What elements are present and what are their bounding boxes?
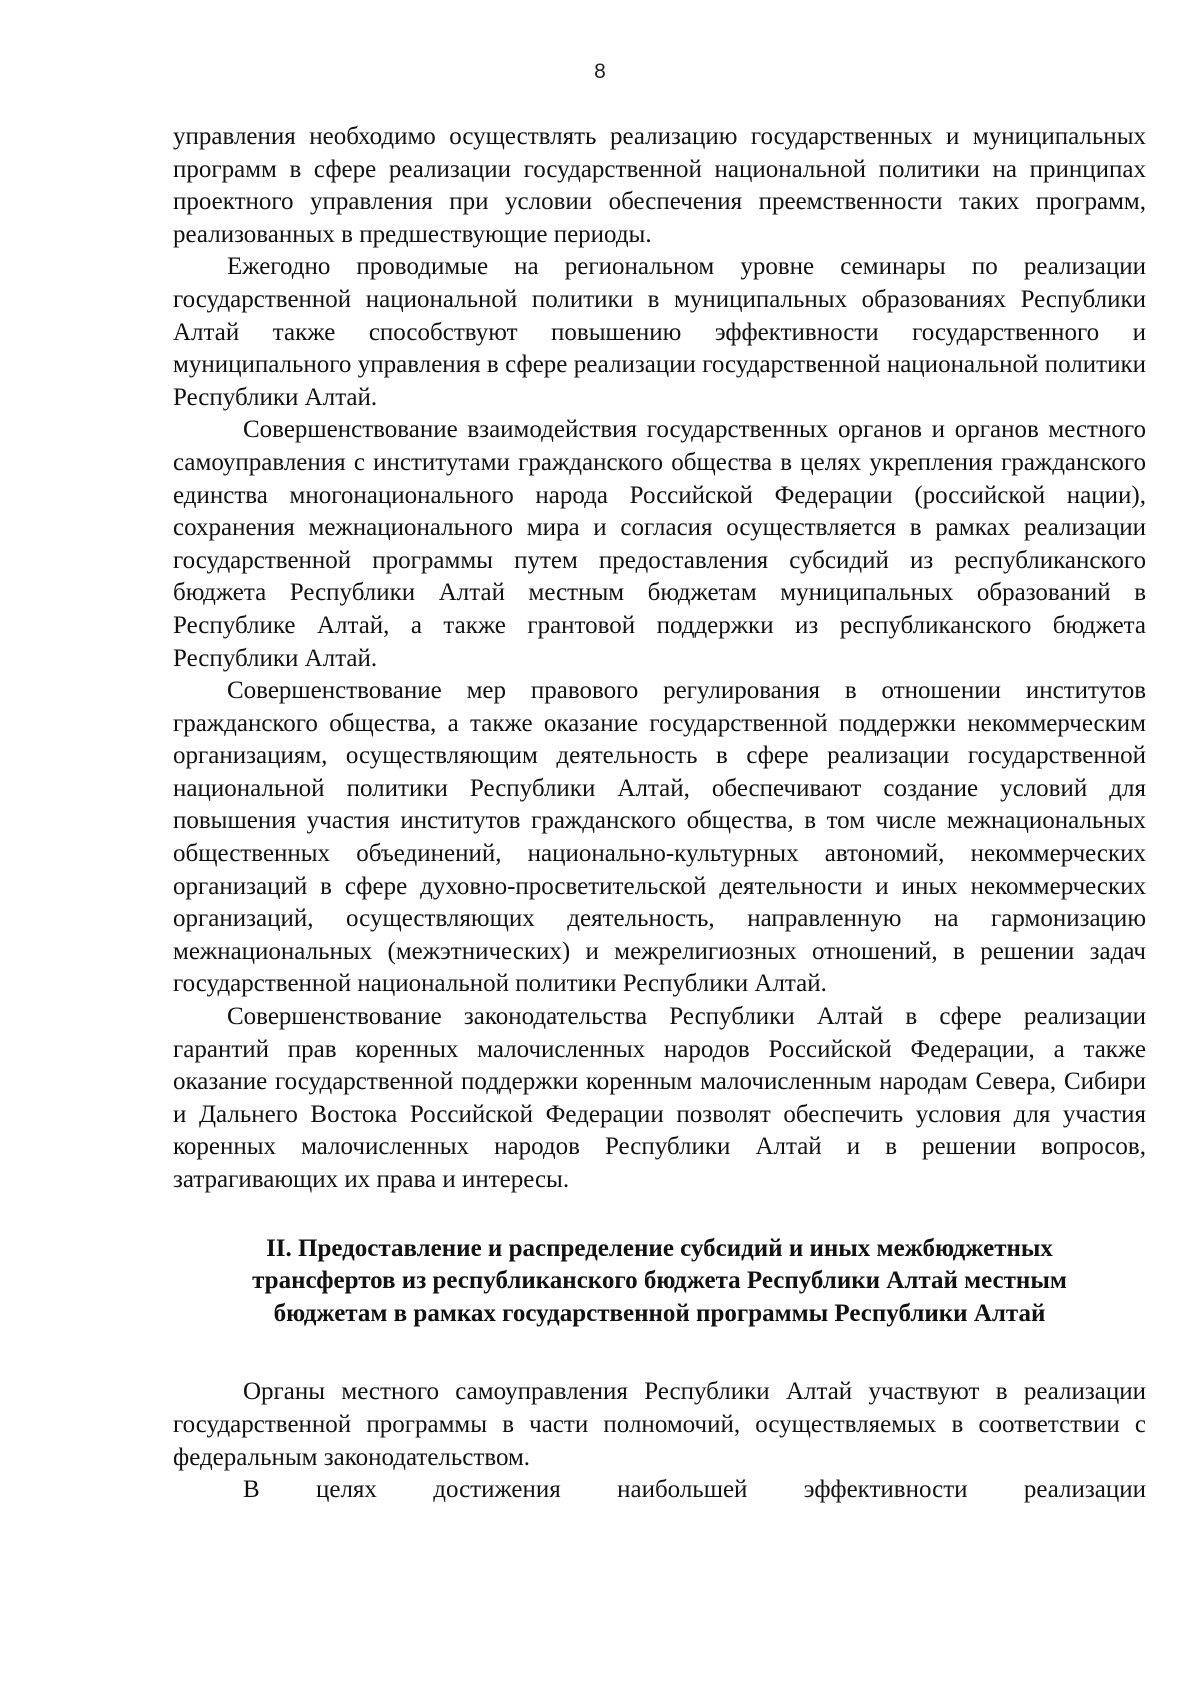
page-number: 8: [594, 60, 606, 83]
paragraph-indigenous-peoples: Совершенствование законодательства Республики Алтай в сфере реализации гарантий прав коренных малочисленных народов Российской Федерации, а также оказание государственной поддержки коренным малочисленным народам Севера, Сибири и Дальнего Востока Российской Федерации позволят обеспечить условия для участия коренных малочисленных народов Республики Алтай и в решении вопросов, затрагивающих их права и интересы.: [173, 1003, 1146, 1193]
paragraph-continuation: управления необходимо осуществлять реализацию государственных и муниципальных программ в сфере реализации государственной национальной политики на принципах проектного управления при условии обеспечения преемственности таких программ, реализованных в предшествующие периоды.: [173, 123, 1146, 248]
document-body: [173, 121, 1146, 1507]
paragraph-local-government: Органы местного самоуправления Республики Алтай участвуют в реализации государственной программы в части полномочий, осуществляемых в соответствии с федеральным законодательством.: [173, 1378, 1146, 1471]
paragraph-efficiency: В целях достижения наибольшей эффективности реализации: [243, 1476, 1146, 1504]
paragraph-civil-society-cooperation: Совершенствование взаимодействия государственных органов и органов местного самоуправления с институтами гражданского общества в целях укрепления гражданского единства многонационального народа Российской Федерации (российской нации), сохранения межнационального мира и согласия осуществляется в рамках реализации государственной программы путем предоставления субсидий из республиканского бюджета Республики Алтай местным бюджетам муниципальных образований в Республике Алтай, а также грантовой поддержки из республиканского бюджета Республики Алтай.: [173, 416, 1146, 672]
paragraph-seminars: Ежегодно проводимые на региональном уровне семинары по реализации государственной национальной политики в муниципальных образованиях Республики Алтай также способствуют повышению эффективности государственного и муниципального управления в сфере реализации государственной национальной политики Республики Алтай.: [173, 253, 1146, 411]
section-title: II. Предоставление и распределение субсидий и иных межбюджетных трансфертов из республиканского бюджета Республики Алтай местным бюджетам в рамках государственной программы Республики Алтай: [252, 1234, 1067, 1327]
paragraph-legal-regulation: Совершенствование мер правового регулирования в отношении институтов гражданского общества, а также оказание государственной поддержки некоммерческим организациям, осуществляющим деятельность в сфере реализации государственной национальной политики Республики Алтай, обеспечивают создание условий для повышения участия институтов гражданского общества, в том числе межнациональных общественных объединений, национально-культурных автономий, некоммерческих организаций в сфере духовно-просветительской деятельности и иных некоммерческих организаций, осуществляющих деятельность, направленную на гармонизацию межнациональных (межэтнических) и межрелигиозных отношений, в решении задач государственной национальной политики Республики Алтай.: [173, 677, 1146, 998]
